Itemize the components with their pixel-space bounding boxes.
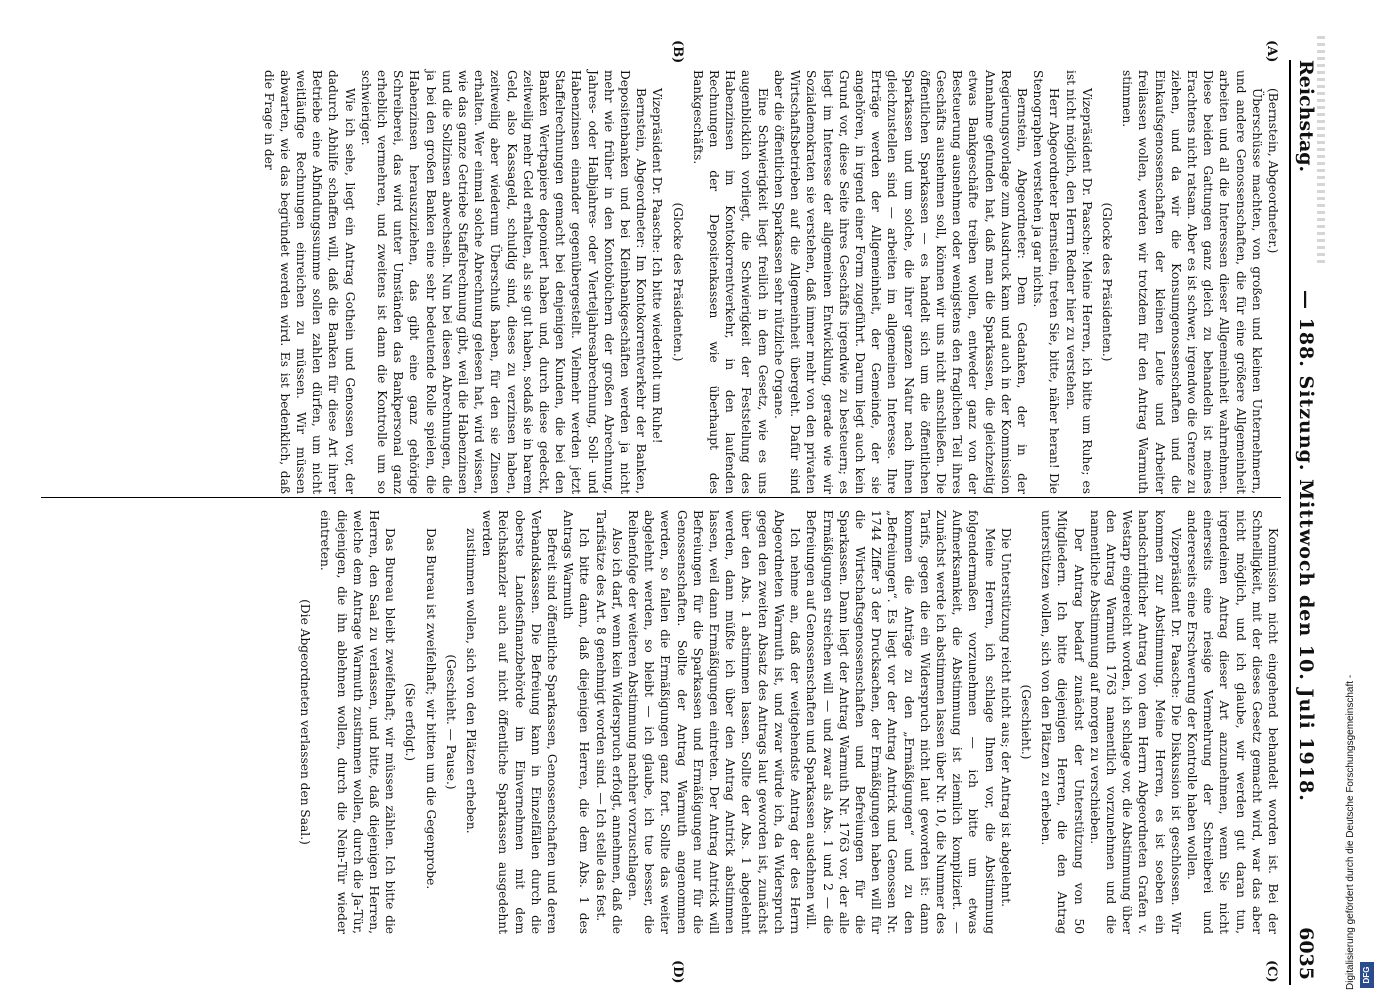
right-text-column	[293, 510, 1281, 934]
paragraph: Kommission nicht eingehend behandelt worden ist. Bei der Schnelligkeit, mit der dieses Gesetz gemacht wird, war das aber nicht möglich, und ich glaube, wir werden gut daran tun, irgendeinen Antrag dieser Art anzunehmen, wenn Sie nicht einerseits eine riesige Vermehrung der Schreiberei und andererseits eine Erschwerung der Kontrolle haben wollen.	[1184, 510, 1280, 934]
digitization-credit: Digitalisierung gefördert durch die Deutsche Forschungsgemeinschaft -	[1345, 674, 1356, 990]
paragraph: Befreit sind öffentliche Sparkassen, Genossenschaften und deren Verbandskassen. Die Befreiung kann in Einzelfällen durch die oberste Landesfinanzbehörde im Einvernehmen mit dem Reichskanzler auch auf nicht öffentliche Sparkassen ausgedehnt werden	[480, 510, 560, 934]
header-rule	[1289, 60, 1291, 985]
page-number: 6035	[1295, 927, 1317, 980]
stage-direction: (Geschieht. — Pause.)	[443, 654, 458, 790]
paragraph: Wie ich sehe, liegt ein Antrag Gothein und Genossen vor, der dadurch Abhilfe schaffen will, daß die Banken für diese Art ihrer Betriebe eine Abfindungssumme sollen zahlen dürfen, um nicht weitläufige Rechnungen einreichen zu müssen. Wir müssen abwarten, wie das begründet werden wird. Es ist bedenklich, daß die Frage in der	[261, 70, 357, 494]
header-title: Reichstag.	[1295, 60, 1317, 173]
paragraph: Meine Herren, ich schlage Ihnen vor, die Abstimmung folgendermaßen vorzunehmen — ich bitte um etwas Aufmerksamkeit, die Abstimmung ist ziemlich kompliziert. — Zunächst werde ich abstimmen lassen über Nr. 10, die Nummer des Tarifs, gegen die ein Widerspruch nicht laut geworden ist: dann kommen die Anträge zu den „Ermäßigungen“ und zu den „Befreiungen“. Es liegt vor der Antrag Antrick und Genossen Nr. 1744 Ziffer 3 der Drucksachen, der Ermäßigungen haben will für die Wirtschaftsgenossenschaften und Befreiungen für die Sparkassen. Dann liegt der Antrag Warmuth Nr. 1763 vor, der alle Ermäßigungen streichen will — und zwar als Abs. 1 und 2 — die Befreiungen auf Genossenschaften und Sparkassen ausdehnen will.	[804, 510, 997, 934]
stage-direction: (Glocke des Präsidenten.)	[670, 202, 685, 362]
paragraph: Das Bureau bleibt zweifelhaft; wir müssen zählen. Ich bitte die Herren, den Saal zu verlassen, und bitte, daß diejenigen Herren, welche dem Antrage Warmuth zustimmen wollen, durch die Ja-Tür, diejenigen, die ihn ablehnen wollen, durch die Nein-Tür wieder eintreten.	[318, 510, 398, 934]
margin-marker-a: (A)	[1264, 40, 1279, 63]
stage-direction: (Geschieht.)	[1018, 684, 1033, 760]
stage-direction: (Glocke des Präsidenten.)	[1099, 202, 1114, 362]
margin-marker-b: (B)	[670, 40, 685, 64]
stage-direction: (Sie erfolgt.)	[403, 682, 418, 762]
paragraph: Die Unterstützung reicht nicht aus; der Antrag ist abgelehnt.	[998, 528, 1013, 908]
column-divider	[41, 497, 1281, 498]
paragraph: Vizepräsident Dr. Paasche: Ich bitte wiederholt um Ruhe!	[650, 88, 665, 444]
paragraph: Das Bureau ist zweifelhaft; wir bitten um die Gegenprobe.	[423, 528, 438, 890]
paragraph: zustimmen wollen, sich von den Plätzen erheben.	[464, 528, 479, 834]
paragraph: Bernstein, Abgeordneter: Dem Gedanken, der in der Regierungsvorlage zum Ausdruck kam und auch in der Kommission Annahme gefunden hat, daß man die Sparkassen, die gleichzeitig etwas Bankgeschäfte treiben wollen, entweder ganz von der Besteuerung ausnehmen oder wenigstens den fraglichen Teil ihres Geschäfts ausnehmen soll, können wir uns nicht anschließen. Die öffentlichen Sparkassen — es handelt sich um die öffentlichen Sparkassen und um solche, die ihrer ganzen Natur nach ihnen gleichzustellen sind — arbeiten im allgemeinen Interesse. Ihre Erträge werden der Allgemeinheit, der Gemeinde, der sie angehören, in irgend einer Form zugeführt. Darum liegt auch kein Grund vor, diese Seite ihres Geschäfts irgendwie zu besteuern; es liegt im Interesse der allgemeinen Entwicklung, gerade wie wir Sozialdemokraten sie verstehen, daß immer mehr von den privaten Wirtschaftsbetrieben auf die Allgemeinheit übergeht. Dafür sind aber die öffentlichen Sparkassen sehr nützliche Organe.	[771, 70, 1029, 494]
page-header	[1287, 0, 1317, 1000]
dfg-logo: DFG	[1360, 962, 1374, 988]
paragraph: Ich bitte dann, daß diejenigen Herren, die dem Abs. 1 des Antrags Warmuth	[561, 510, 592, 934]
paragraph: Also ich darf, wenn kein Widerspruch erfolgt, annehmen, daß die Tarifsätze des Art. 8 genehmigt worden sind. — Ich stelle das fest.	[593, 510, 624, 934]
margin-marker-d: (D)	[670, 960, 685, 984]
paragraph: Vizepräsident Dr. Paasche: Die Diskussion ist geschlossen. Wir kommen zur Abstimmung. Meine Herren, es ist soeben ein handschriftlicher Antrag von dem Herrn Abgeordneten Grafen v. Westarp eingereicht worden, ich schlage vor, die Abstimmung über den Antrag Warmuth 1763 namentlich vorzunehmen und die namentliche Abstimmung auf morgen zu verschieben.	[1087, 510, 1183, 934]
paragraph: Überschüsse machten, von großen und kleinen Unternehmern, und andere Genossenschaften, die für eine größere Allgemeinheit arbeiten und all die Interessen dieser Allgemeinheit wahrnehmen. Diese beiden Gattungen ganz gleich zu behandeln ist meines Erachtens nicht ratsam. Aber es ist schwer, irgendwo die Grenze zu ziehen, und da wir die Konsumgenossenschaften und die Einkaufsgenossenschaften der kleinen Leute und Arbeiter freilassen wollen, werden wir trotzdem für den Antrag Warmuth stimmen.	[1120, 70, 1264, 494]
stage-direction: (Die Abgeordneten verlassen den Saal.)	[298, 599, 313, 845]
paragraph: Bernstein, Abgeordneter: Im Kontokorrentverkehr der Banken, Depositenbanken und bei Kleinbankgeschäften werden ja nicht mehr wie früher in den Kontobüchern der großen Abrechnung, Jahres- oder Halbjahres- oder Vierteljahresabrechnung, Soll- und Habenzinsen einander gegenübergestellt. Vielmehr werden jetzt Staffelrechnungen gemacht bei denjenigen Kunden, die bei den Banken Wertpapiere deponiert haben und, durch diese gedeckt, zeitweilig mehr Geld erhalten, als sie gut haben, sodaß sie in barem Geld, also Kassageld, schuldig sind, dieses zu verzinsen haben, zeitweilig aber wiederum Überschuß haben, für den sie Zinsen erhalten. Wer einmal solche Abrechnung gelesen hat, wird wissen, wie das ganze Getriebe Staffelrechnung gibt, weil die Habenzinsen und die Sollzinsen abwechseln. Nun bei diesen Abrechnungen, die ja bei den großen Banken eine sehr bedeutende Rolle spielen, die Habenzinsen herauszuziehen, das gibt eine ganz gehörige Schreiberei, das wird unter Umständen das Bankpersonal ganz erheblich vermehren, und zweitens ist dann die Kontrolle um so schwieriger.	[358, 70, 649, 494]
paragraph: Der Antrag bedarf zunächst der Unterstützung von 50 Mitgliedern. Ich bitte diejenigen Herren, die den Antrag unterstützen wollen, sich von den Plätzen zu erheben.	[1039, 510, 1086, 934]
header-session: — 188. Sitzung. Mittwoch den 10. Juli 1918.	[1295, 290, 1317, 802]
left-text-column	[260, 70, 1281, 494]
paragraph: Herr Abgeordneter Bernstein, treten Sie, bitte, näher heran! Die Stenographen verstehen ja gar nichts.	[1031, 70, 1062, 494]
paragraph: Vizepräsident Dr. Paasche: Meine Herren, ich bitte um Ruhe; es ist nicht möglich, den Herrn Redner hier zu verstehen.	[1063, 70, 1094, 494]
paragraph: Eine Schwierigkeit liegt freilich in dem Gesetz, wie es uns augenblicklich vorliegt, die Schwierigkeit der Feststellung des Habenzinsen im Kontokorrentverkehr, in den laufenden Rechnungen der Depositenkassen wie überhaupt des Bankgeschäfts.	[690, 70, 770, 494]
paragraph: (Bernstein, Abgeordneter.)	[1266, 88, 1280, 254]
margin-marker-c: (C)	[1264, 960, 1279, 983]
scan-smudge	[1317, 36, 1325, 266]
sidebar-credit	[1345, 470, 1375, 990]
paragraph: Ich nehme an, daß der weitgehendste Antrag der des Herrn Abgeordneten Warmuth ist, und zwar würde ich, da Widerspruch gegen den zweiten Absatz des Antrags laut geworden ist, zunächst über den Abs. 1 abstimmen lassen. Sollte der Abs. 1 abgelehnt werden, dann müßte ich über den Antrag Antrick abstimmen lassen, weil dann Ermäßigungen eintreten. Der Antrag Antrick will Befreiungen für die Sparkassen und Ermäßigungen nur für die Genossenschaften. Sollte der Antrag Warmuth angenommen werden, so fallen die Ermäßigungen ganz fort. Sollte das weiter abgelehnt werden, so bleibt — ich glaube, ich tue besser, die Reihenfolge der weiteren Abstimmung nachher vorzuschlagen.	[626, 510, 803, 934]
